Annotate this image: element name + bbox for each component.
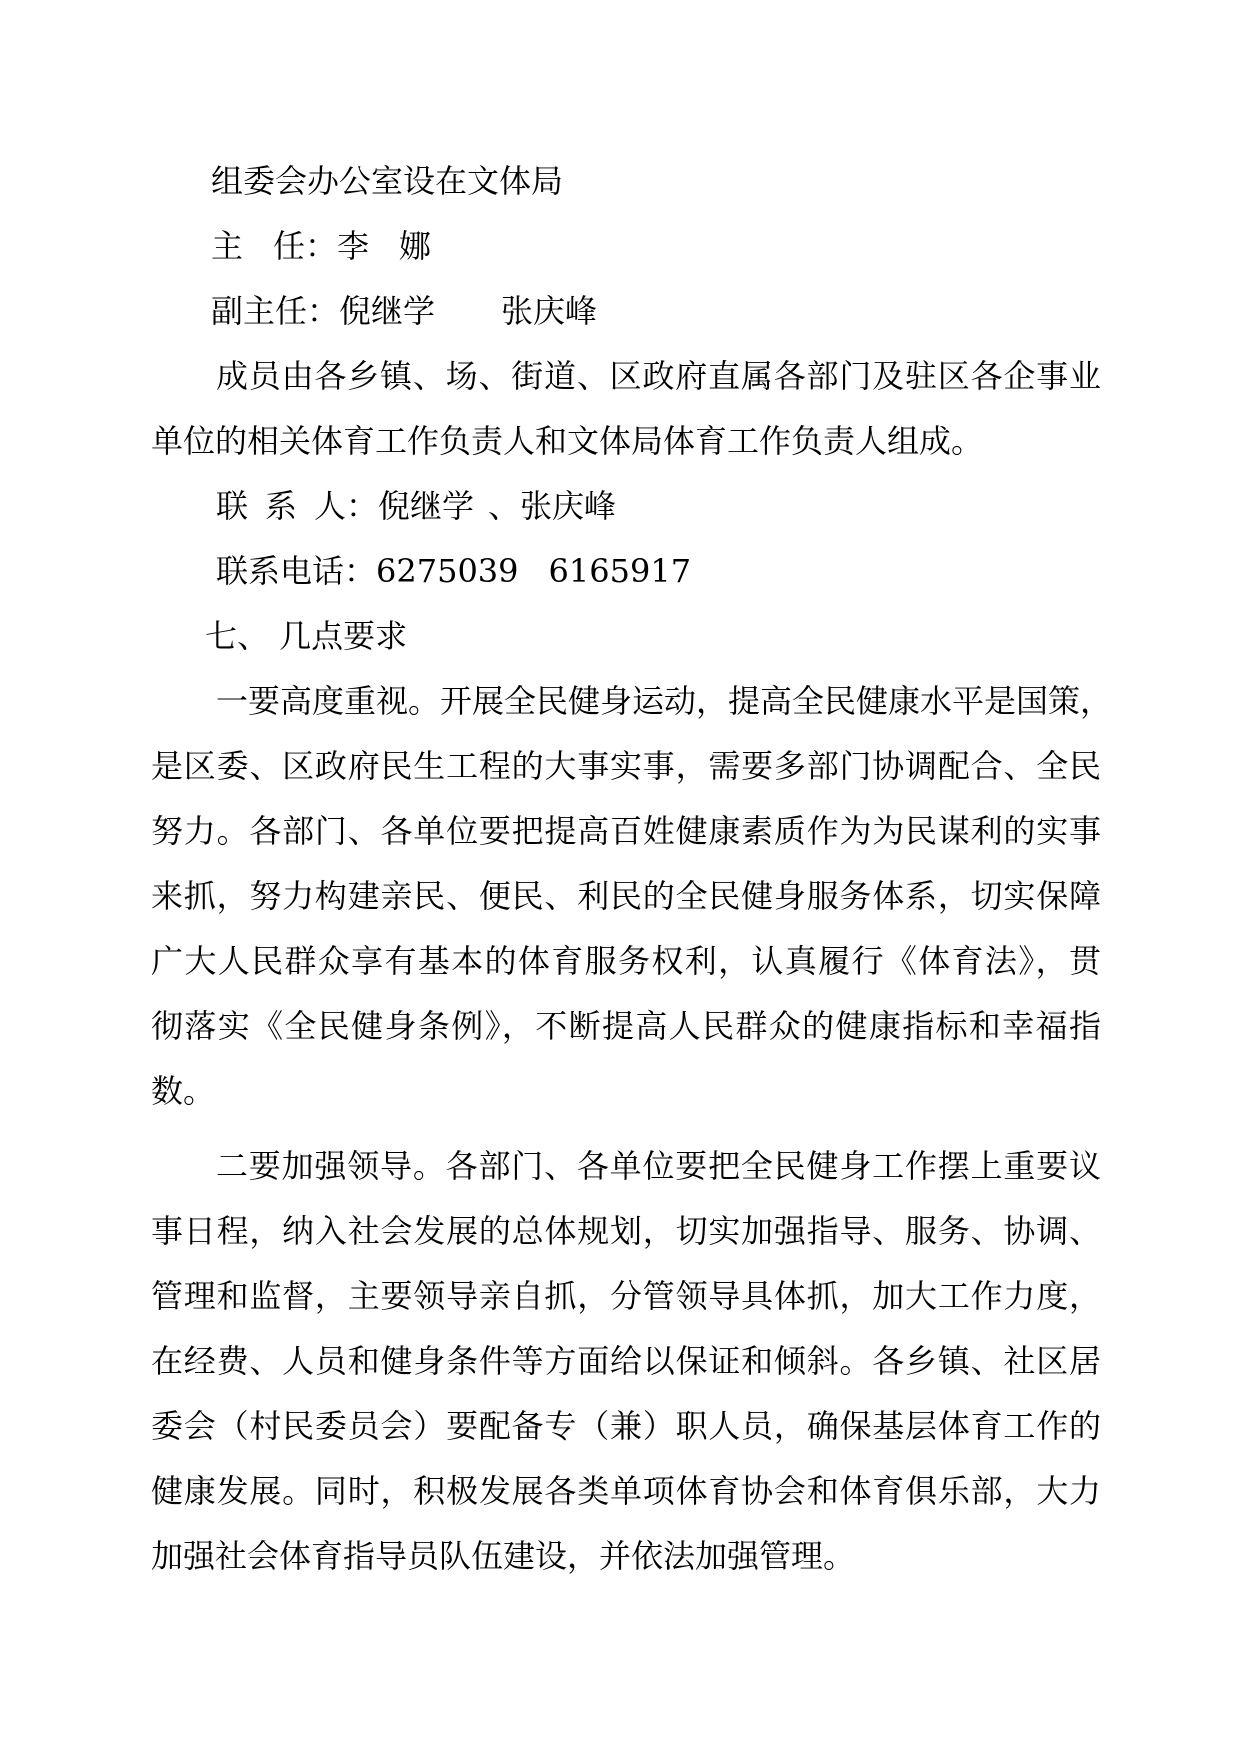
para2-line1: 二要加强领导。各部门、各单位要把全民健身工作摆上重要议 — [216, 1147, 1101, 1185]
para1-line1: 一要高度重视。开展全民健身运动，提高全民健康水平是国策， — [216, 682, 1113, 720]
contact-phone-text: 联系电话：6275039 — [216, 552, 519, 590]
contact-person-text: 人：倪继学 — [314, 487, 475, 525]
para2-line2: 事日程，纳入社会发展的总体规划，切实加强指导、服务、协调、 — [151, 1212, 1101, 1250]
contact-label-2: 系 — [265, 487, 298, 525]
para1-line2: 是区委、区政府民生工程的大事实事，需要多部门协调配合、全民 — [151, 747, 1101, 785]
members-line-2: 单位的相关体育工作负责人和文体局体育工作负责人组成。 — [151, 422, 984, 460]
office-location-line — [211, 161, 563, 201]
para2-line4: 在经费、人员和健身条件等方面给以保证和倾斜。各乡镇、社区居 — [151, 1342, 1101, 1380]
para2-line7: 加强社会体育指导员队伍建设，并依法加强管理。 — [151, 1537, 856, 1575]
para2-line6: 健康发展。同时，积极发展各类单项体育协会和体育俱乐部，大力 — [151, 1472, 1101, 1510]
section-heading-requirements: 七、 几点要求 — [205, 617, 408, 655]
para2-line3: 管理和监督，主要领导亲自抓，分管领导具体抓，加大工作力度， — [151, 1277, 1101, 1315]
para1-line6: 彻落实《全民健身条例》，不断提高人民群众的健康指标和幸福指 — [151, 1007, 1101, 1045]
para1-line7: 数。 — [151, 1072, 216, 1110]
director-label-part1: 主 — [211, 227, 244, 265]
para1-line3: 努力。各部门、各单位要把提高百姓健康素质作为为民谋利的实事 — [151, 812, 1101, 850]
office-location-text: 组委会办公室设在文体局 — [211, 162, 564, 200]
deputy-director-text: 副主任：倪继学 — [211, 292, 436, 330]
deputy-director-second-name: 张庆峰 — [501, 292, 598, 330]
para2-line5: 委会（村民委员会）要配备专（兼）职人员，确保基层体育工作的 — [151, 1407, 1101, 1445]
deputy-director-line — [211, 291, 597, 331]
para1-line4: 来抓，努力构建亲民、便民、利民的全民健身服务体系，切实保障 — [151, 877, 1101, 915]
director-label-part2: 任：李 — [273, 227, 370, 265]
members-line-1: 成员由各乡镇、场、街道、区政府直属各部门及驻区各企事业 — [216, 357, 1101, 395]
contact-phone-second: 6165917 — [548, 552, 692, 590]
contact-label-1: 联 — [216, 487, 249, 525]
contact-person-line — [216, 486, 616, 526]
contact-phone-line — [216, 551, 691, 591]
para1-line5: 广大人民群众享有基本的体育服务权利，认真履行《体育法》，贯 — [151, 942, 1101, 980]
director-name-end: 娜 — [399, 227, 432, 265]
director-line — [211, 226, 431, 266]
contact-second-name: 、张庆峰 — [488, 487, 617, 525]
